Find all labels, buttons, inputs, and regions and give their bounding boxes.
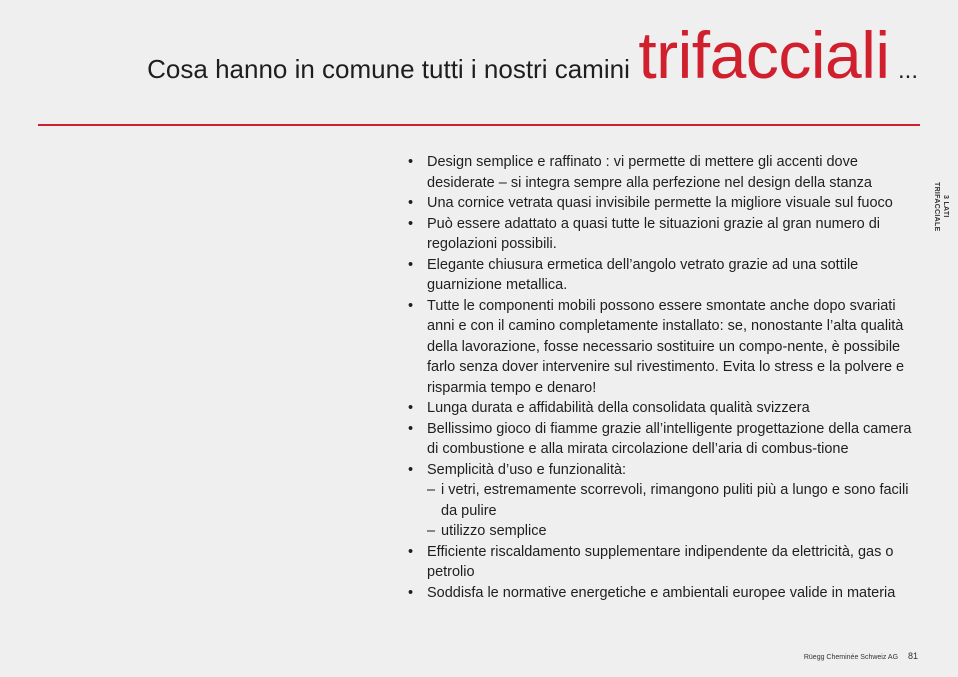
title-suffix: ... (897, 57, 918, 84)
side-tag-line2: TRIFACCIALE (933, 182, 940, 232)
feature-list (408, 152, 923, 603)
list-item: • Tutte le componenti mobili possono essere smontate anche dopo svariati anni e con il camino completamente installato: se, nonostante l’alta qualità della lavorazione, fosse necessario sostituire un compo-nente, è possibile farlo senza dover intervenire sul rivestimento. Evita lo stress e la polvere e risparmia tempo e denaro! (408, 296, 923, 399)
sub-list-item: – i vetri, estremamente scorrevoli, rimangono puliti più a lungo e sono facili da pulire (427, 480, 923, 521)
title-highlight: trifacciali (638, 18, 890, 92)
side-tag-line1: 3 LATI (942, 195, 949, 219)
list-item: • Bellissimo gioco di fiamme grazie all’intelligente progettazione della camera di combustione e alla mirata circolazione dell’aria di combus-tione (408, 419, 923, 460)
list-item: • Può essere adattato a quasi tutte le situazioni grazie al gran numero di regolazioni possibili. (408, 214, 923, 255)
page-title (147, 18, 918, 92)
list-item: • Soddisfa le normative energetiche e ambientali europee valide in materia (408, 583, 923, 604)
sub-list (427, 480, 923, 542)
sub-list-item: – utilizzo semplice (427, 521, 923, 542)
list-item: • Efficiente riscaldamento supplementare indipendente da elettricità, gas o petrolio (408, 542, 923, 583)
title-prefix: Cosa hanno in comune tutti i nostri camini (147, 54, 630, 84)
list-item: • Una cornice vetrata quasi invisibile permette la migliore visuale sul fuoco (408, 193, 923, 214)
list-item: • Lunga durata e affidabilità della consolidata qualità svizzera (408, 398, 923, 419)
list-item: • Elegante chiusura ermetica dell’angolo vetrato grazie ad una sottile guarnizione metallica. (408, 255, 923, 296)
list-item: • Design semplice e raffinato : vi permette di mettere gli accenti dove desiderate – si integra sempre alla perfezione nel design della stanza (408, 152, 923, 193)
page-number: 81 (907, 651, 918, 661)
side-tag (932, 182, 950, 232)
footer-company: Rüegg Cheminée Schweiz AG (803, 654, 899, 661)
page-footer (804, 651, 918, 661)
title-divider (38, 124, 920, 126)
list-item: • Semplicità d’uso e funzionalità: – i vetri, estremamente scorrevoli, rimangono puliti più a lungo e sono facili da pulire – utilizzo semplice (408, 460, 923, 542)
